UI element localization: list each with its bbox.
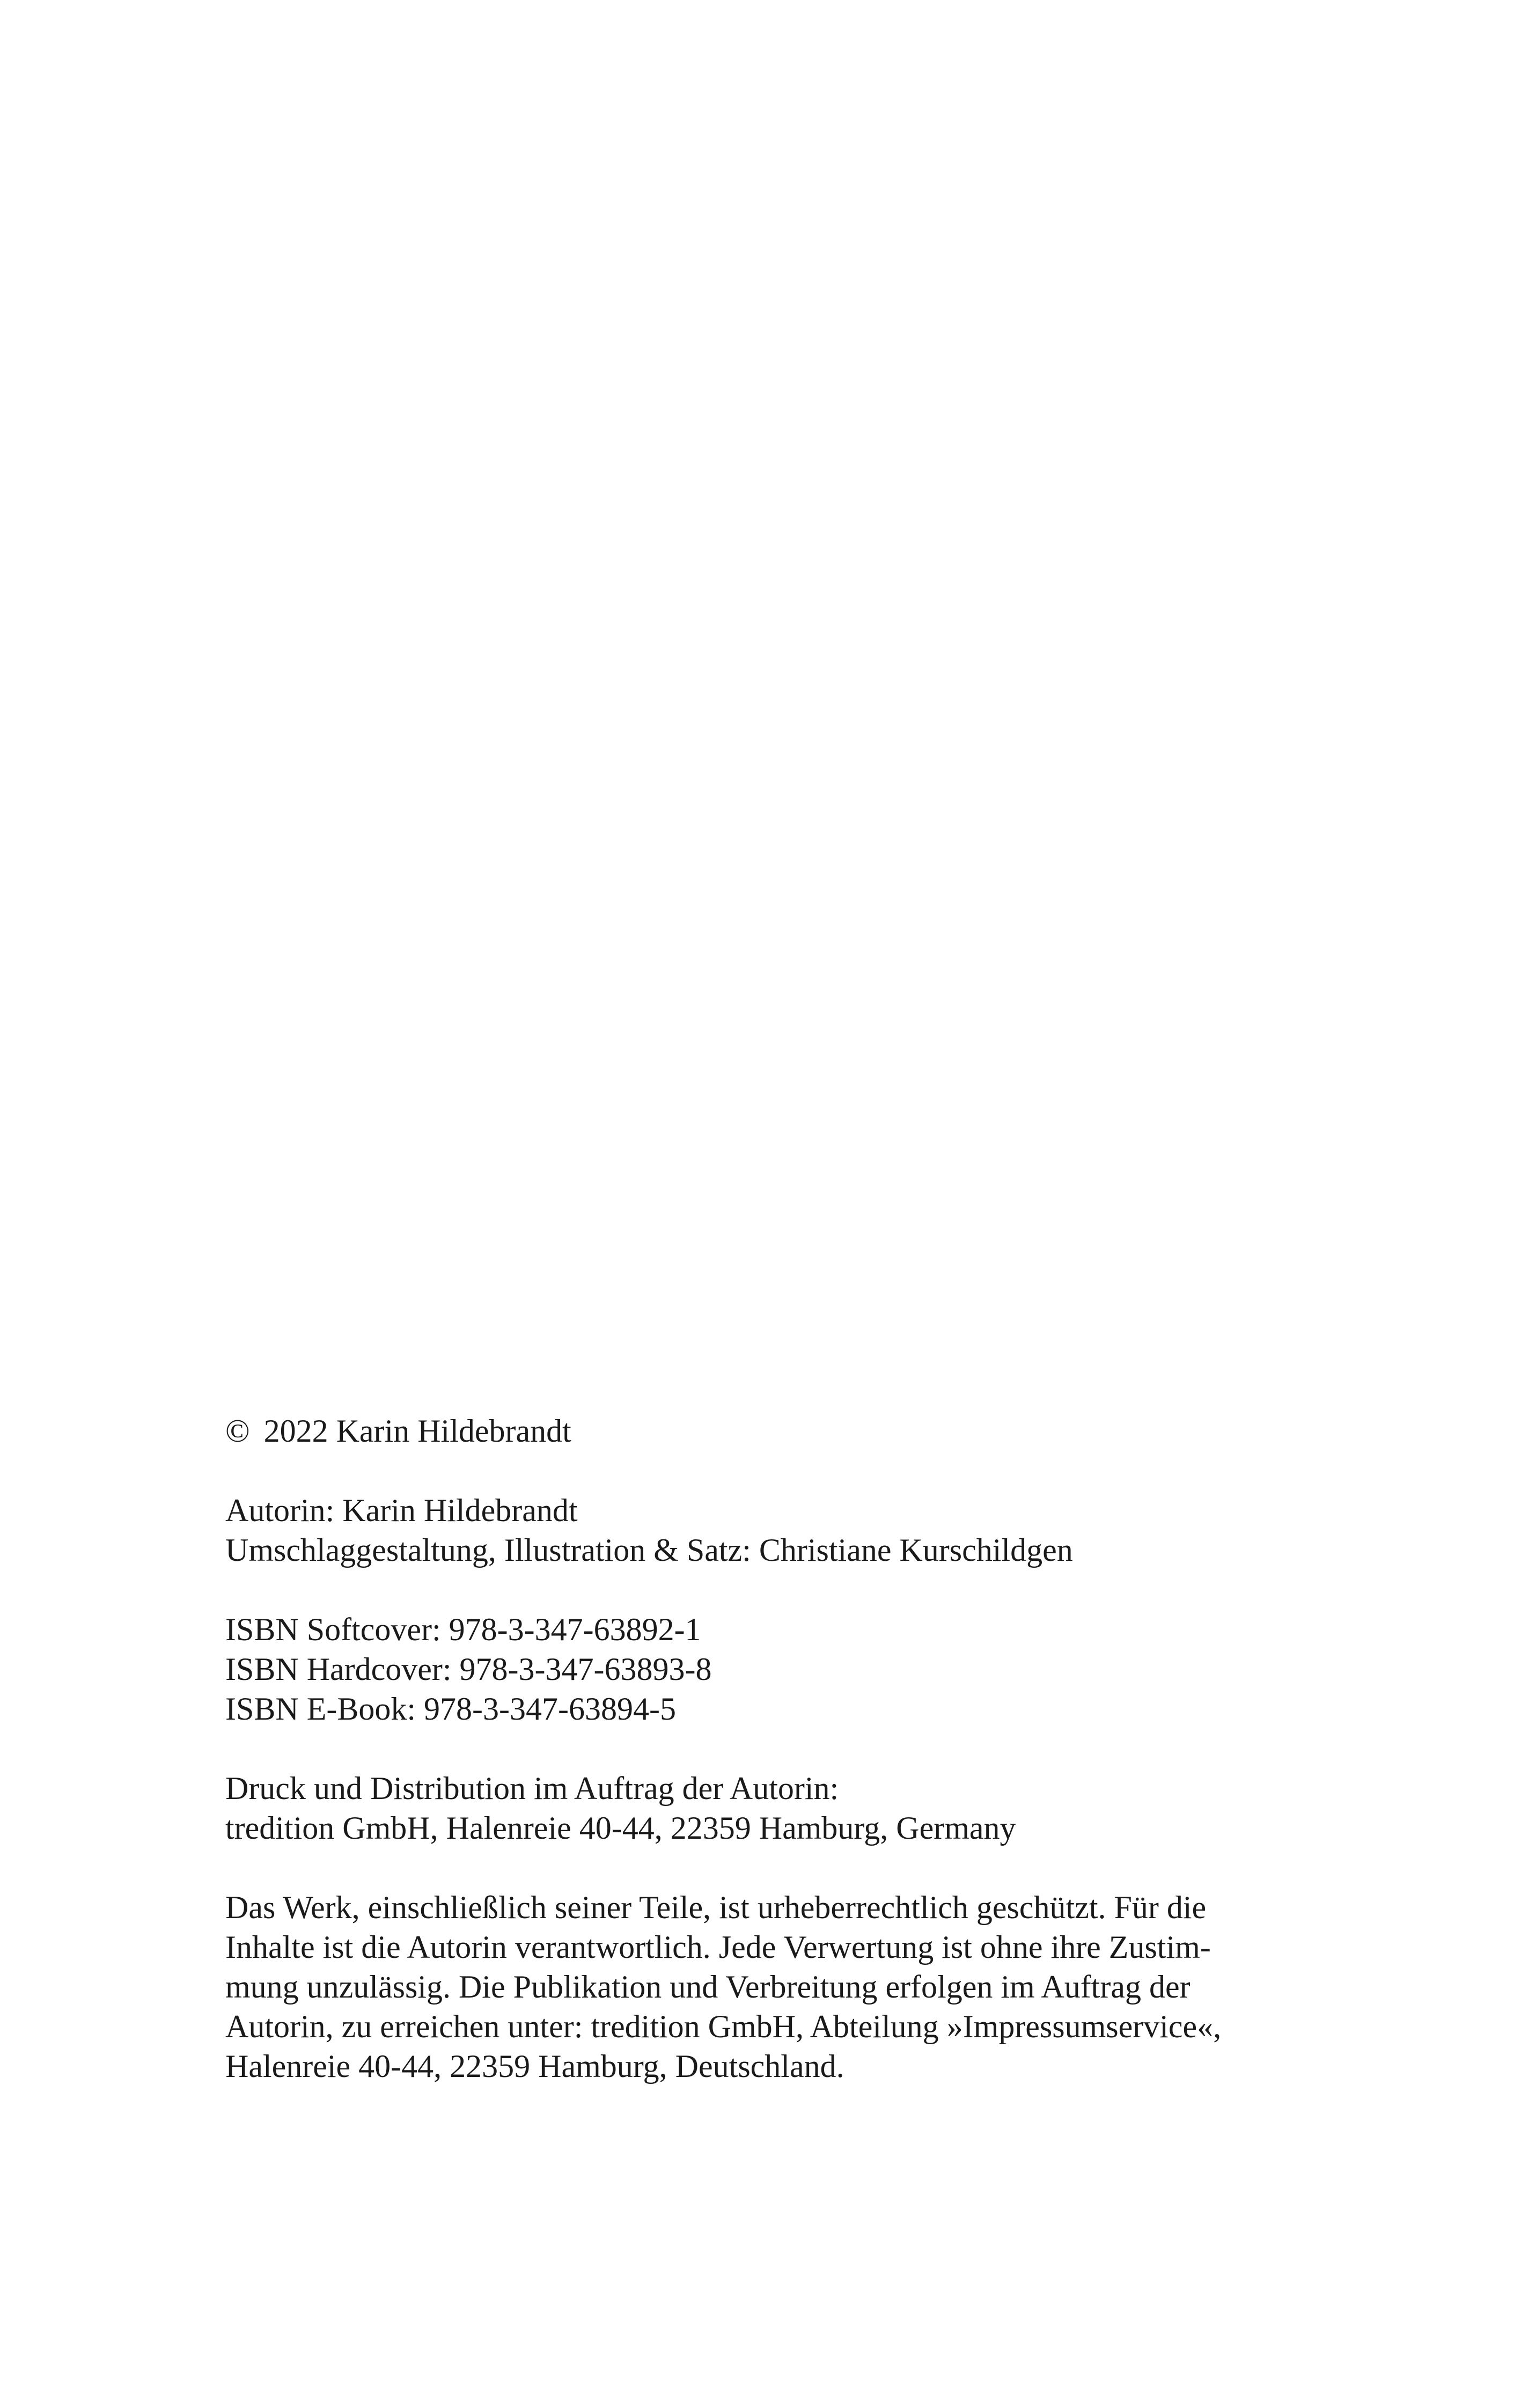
legal-line: Halenreie 40-44, 22359 Hamburg, Deutschland.	[225, 2049, 844, 2084]
isbn-hardcover: ISBN Hardcover: 978-3-347-63893-8	[225, 1651, 712, 1687]
legal-notice	[225, 1888, 1325, 2086]
credit-author: Autorin: Karin Hildebrandt	[225, 1493, 578, 1528]
isbn-block	[225, 1610, 1325, 1729]
legal-line: mung unzulässig. Die Publikation und Verbreitung erfolgen im Auftrag der	[225, 1969, 1191, 2005]
isbn-softcover: ISBN Softcover: 978-3-347-63892-1	[225, 1612, 701, 1647]
credit-design: Umschlaggestaltung, Illustration & Satz: Christiane Kurschildgen	[225, 1532, 1073, 1568]
publisher-address: tredition GmbH, Halenreie 40-44, 22359 Hamburg, Germany	[225, 1810, 1016, 1846]
spacer	[225, 1848, 1325, 1888]
legal-line: Das Werk, einschließlich seiner Teile, ist urheberrechtlich geschützt. Für die	[225, 1890, 1207, 1925]
copyright-text: 2022 Karin Hildebrandt	[263, 1413, 571, 1449]
legal-line: Inhalte ist die Autorin verantwortlich. Jede Verwertung ist ohne ihre Zustim-	[225, 1929, 1211, 1965]
distribution-block	[225, 1768, 1325, 1848]
spacer	[225, 1729, 1325, 1768]
copyright-symbol: ©	[225, 1413, 250, 1449]
isbn-ebook: ISBN E-Book: 978-3-347-63894-5	[225, 1691, 676, 1727]
spacer	[225, 1451, 1325, 1491]
legal-line: Autorin, zu erreichen unter: tredition GmbH, Abteilung »Impressumservice«,	[225, 2009, 1222, 2044]
imprint-text	[225, 1411, 1325, 2086]
distribution-line: Druck und Distribution im Auftrag der Autorin:	[225, 1771, 839, 1806]
spacer	[225, 1570, 1325, 1610]
copyright-notice	[225, 1411, 1325, 1451]
credits-block	[225, 1491, 1325, 1570]
